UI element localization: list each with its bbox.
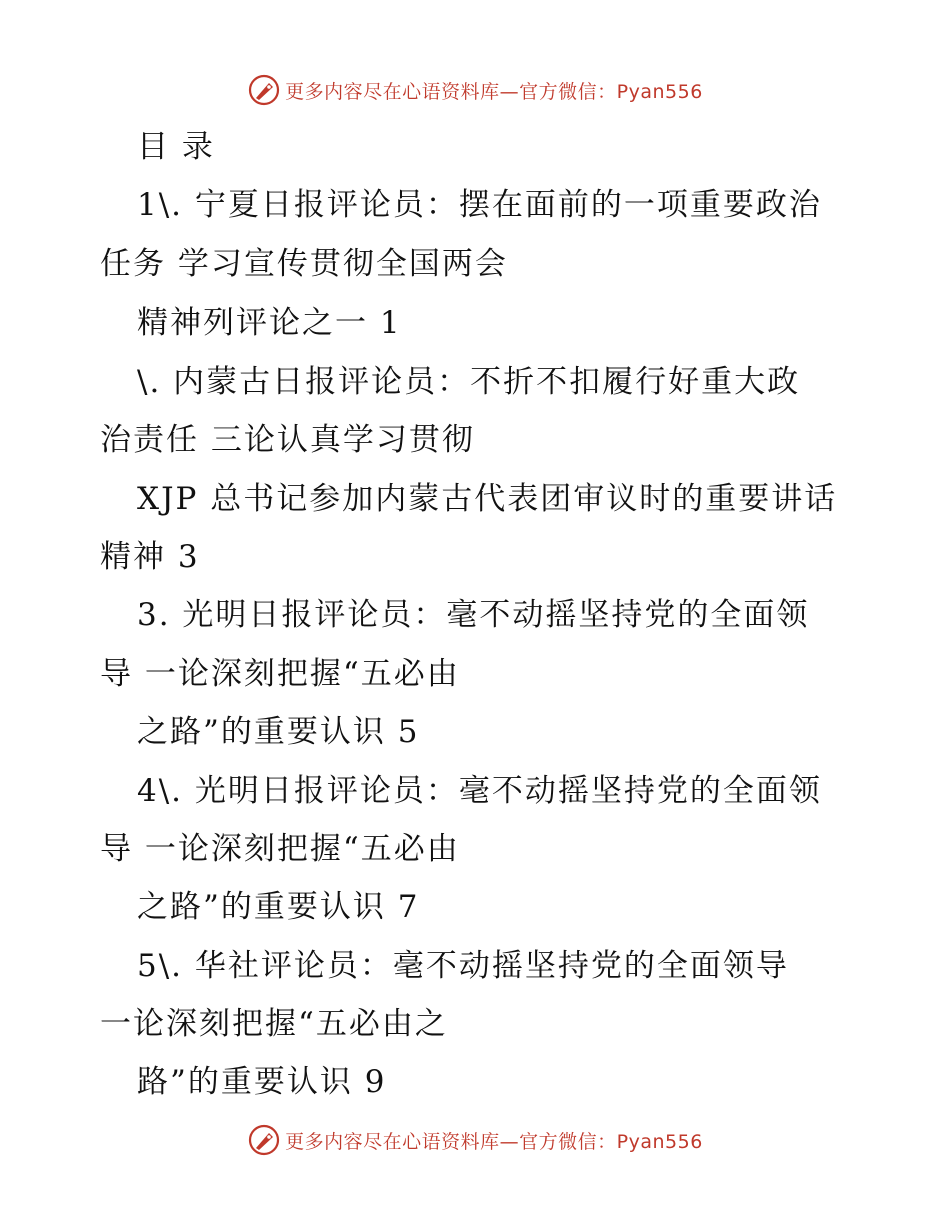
toc-line: 4\. 光明日报评论员：毫不动摇坚持党的全面领	[137, 773, 822, 809]
toc-line: 之路”的重要认识 5	[137, 714, 420, 750]
watermark-text: 更多内容尽在心语资料库—官方微信：Pyan556	[285, 80, 703, 103]
toc-line: 一论深刻把握“五必由之	[100, 1006, 448, 1042]
toc-line: 导 一论深刻把握“五必由	[100, 656, 460, 692]
toc-line: 5\. 华社评论员：毫不动摇坚持党的全面领导	[137, 948, 789, 984]
toc-line: XJP 总书记参加内蒙古代表团审议时的重要讲话	[137, 481, 838, 517]
toc-line: 治责任 三论认真学习贯彻	[100, 422, 475, 458]
toc-line: 路”的重要认识 9	[137, 1064, 387, 1100]
toc-line: 任务 学习宣传贯彻全国两会	[100, 246, 508, 282]
toc-line: 之路”的重要认识 7	[137, 889, 420, 925]
toc-line: 精神列评论之一 1	[137, 305, 402, 341]
footer-watermark	[0, 1120, 950, 1160]
toc-line: 精神 3	[100, 539, 200, 575]
pen-nib-logo-icon	[247, 1123, 281, 1157]
toc-line: 导 一论深刻把握“五必由	[100, 831, 460, 867]
toc-line: 3. 光明日报评论员：毫不动摇坚持党的全面领	[137, 597, 810, 633]
toc-title: 目 录	[137, 129, 215, 165]
toc-line: 1\. 宁夏日报评论员：摆在面前的一项重要政治	[137, 187, 822, 223]
watermark-text: 更多内容尽在心语资料库—官方微信：Pyan556	[285, 1130, 703, 1153]
toc-line: \. 内蒙古日报评论员：不折不扣履行好重大政	[137, 364, 801, 400]
